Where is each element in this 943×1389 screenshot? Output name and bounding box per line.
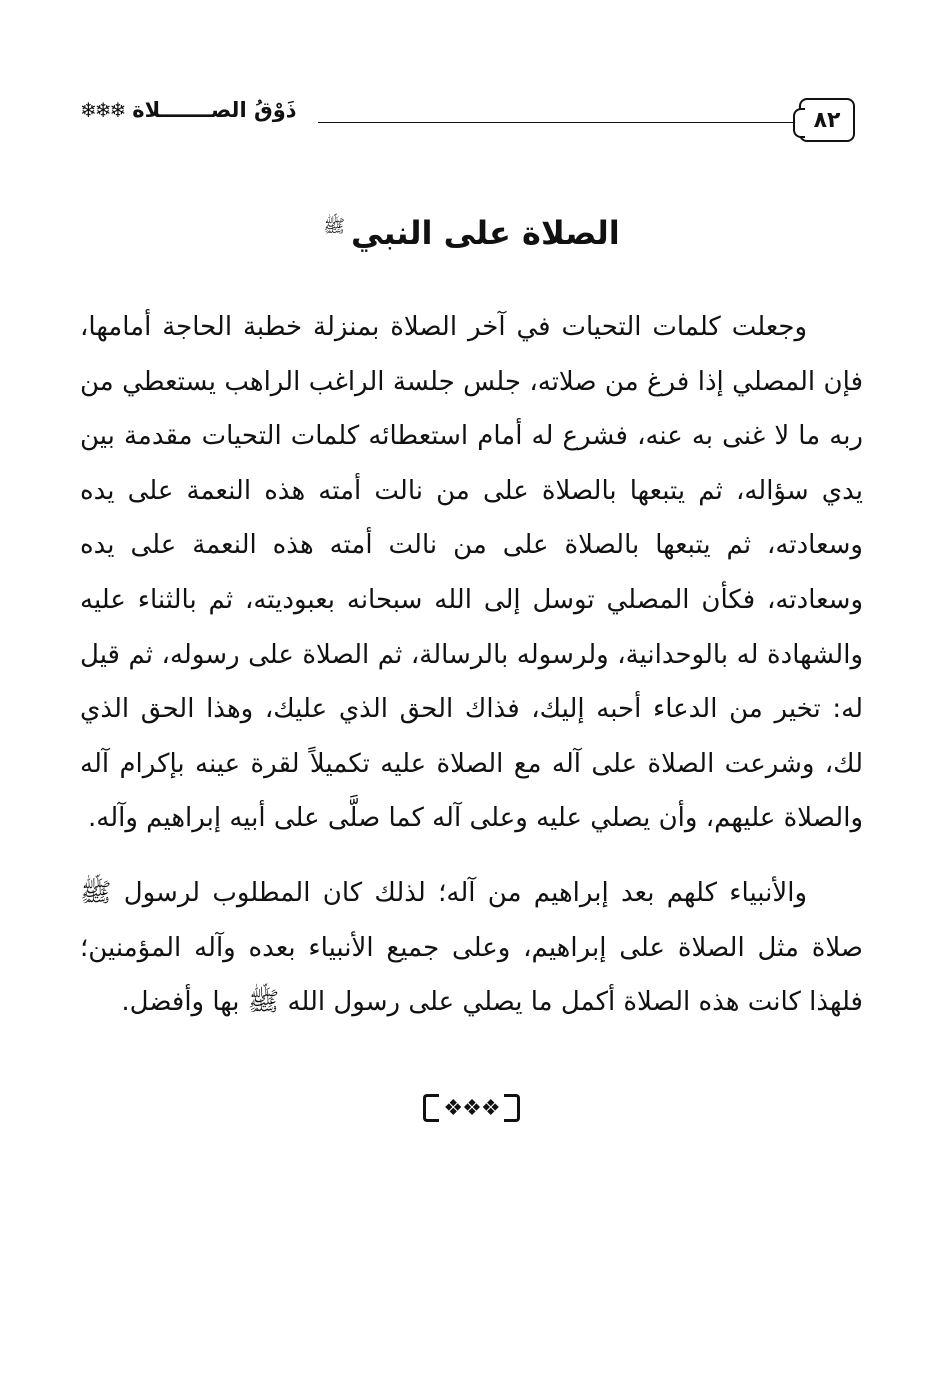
paragraph-1: وجعلت كلمات التحيات في آخر الصلاة بمنزلة خطبة الحاجة أمامها، فإن المصلي إذا فرغ من صلاته، جلس جلسة الراغب الراهب يستعطي من ربه ما لا غنى به عنه، فشرع له أمام استعطائه كلمات التحيات مقدمة بين يدي سؤاله، ثم يتبعها بالصلاة على من نالت أمته هذه النعمة على يده وسعادته، ثم يتبعها بالصلاة على من نالت أمته هذه النعمة على يده وسعادته، فكأن المصلي توسل إلى الله سبحانه بعبوديته، ثم بالثناء عليه والشهادة له بالوحدانية، ولرسوله بالرسالة، ثم الصلاة على رسوله، ثم قيل له: تخير من الدعاء أحبه إليك، فذاك الحق الذي عليك، وهذا الحق الذي لك، وشرعت الصلاة على آله مع الصلاة عليه تكميلاً لقرة عينه بإكرام آله والصلاة عليهم، وأن يصلي عليه وعلى آله كما صلَّى على أبيه إبراهيم وآله. [80,312,863,834]
page-header [80,92,855,152]
body-text [80,300,863,1030]
chapter-title-text: الصلاة على النبي [350,214,620,252]
chapter-title [0,214,943,252]
header-rule [318,122,793,123]
page-number-text: ٨٢ [813,107,841,133]
ornament-bracket-left-icon [423,1094,439,1122]
running-title-text: ذَوْقُ الصـــــــلاة [132,98,297,122]
running-title [80,98,310,122]
ornament-bracket-right-icon [504,1094,520,1122]
ornament-diamonds-icon: ❖❖❖ [443,1095,500,1121]
snowflake-stars-icon: ❄❄❄ [80,98,125,122]
section-end-ornament [0,1094,943,1122]
honorific-icon: ﷺ [323,216,345,238]
page-number [799,98,855,142]
paragraph-2: والأنبياء كلهم بعد إبراهيم من آله؛ لذلك كان المطلوب لرسول ﷺ صلاة مثل الصلاة على إبراهيم، وعلى جميع الأنبياء بعده وآله المؤمنين؛ فلهذا كانت هذه الصلاة أكمل ما يصلي على رسول الله ﷺ بها وأفضل. [80,877,863,1018]
